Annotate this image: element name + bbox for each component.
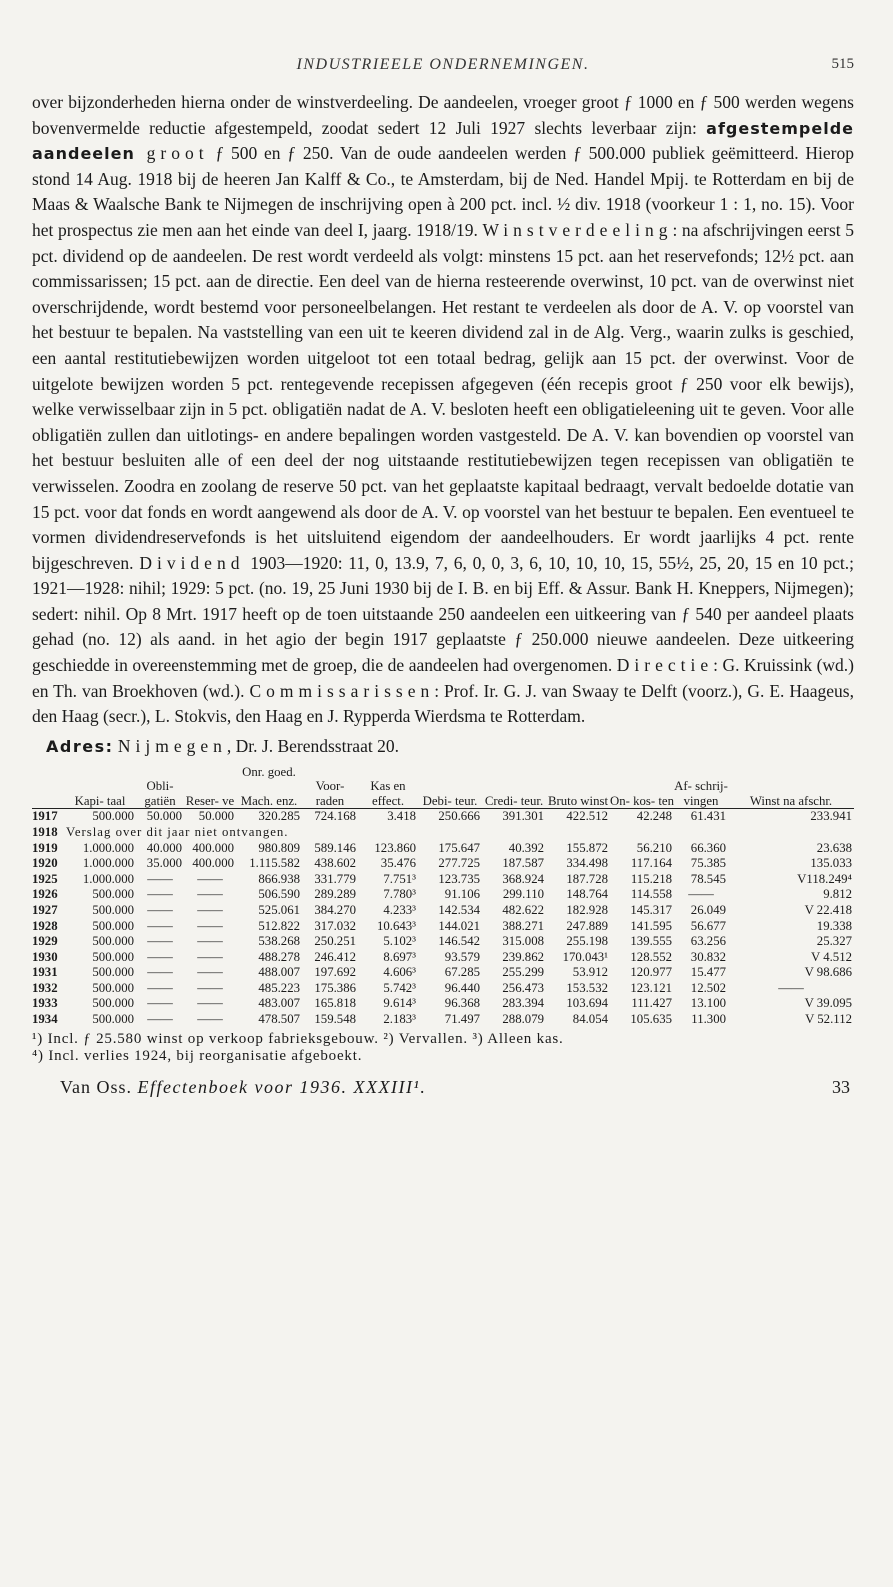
table-cell: 67.285 <box>444 965 480 980</box>
table-row <box>32 809 854 825</box>
table-cell: 135.033 <box>810 856 852 871</box>
table-cell: 56.210 <box>636 840 672 855</box>
table-cell: 478.507 <box>258 1012 300 1027</box>
description-paragraph <box>32 90 854 730</box>
table-row <box>32 996 854 1012</box>
table-cell: 368.924 <box>502 871 544 886</box>
table-cell: 438.602 <box>314 856 356 871</box>
table-cell: 175.386 <box>314 980 356 995</box>
section-label-dividend: Dividend <box>139 552 245 573</box>
table-cell: —— <box>147 949 173 964</box>
table-body <box>32 809 854 1028</box>
row-note: Verslag over dit jaar niet ontvangen. <box>66 824 289 839</box>
table-cell: 331.779 <box>314 871 356 886</box>
spaced-term: groot <box>134 143 209 164</box>
running-header <box>32 56 854 86</box>
row-year: 1919 <box>32 840 58 855</box>
table-row <box>32 919 854 935</box>
table-cell: 75.385 <box>690 856 726 871</box>
table-cell: 247.889 <box>566 918 608 933</box>
row-year: 1918 <box>32 824 58 839</box>
table-cell: —— <box>147 902 173 917</box>
table-cell: 500.000 <box>92 965 134 980</box>
table-cell: 78.545 <box>690 871 726 886</box>
table-cell: 25.327 <box>816 934 852 949</box>
footnote-line: ¹) Incl. ƒ 25.580 winst op verkoop fabrieksgebouw. ²) Vervallen. ³) Alleen kas. <box>32 1030 564 1047</box>
column-header: Obli- gatiën <box>144 779 176 808</box>
section-label-directie: Directie <box>616 655 714 676</box>
table-cell: —— <box>197 949 223 964</box>
table-cell: V 52.112 <box>805 1012 852 1027</box>
table-cell: —— <box>147 980 173 995</box>
table-cell: 239.862 <box>502 949 544 964</box>
table-cell: 4.606³ <box>383 965 416 980</box>
table-cell: 8.697³ <box>383 949 416 964</box>
table-cell: 400.000 <box>192 840 234 855</box>
text-part: : Prof. Ir. G. J. van Swaay te Delft (voorz.), G. E. Haageus, den Haag (secr.), L. Stokvis, den Haag en J. Rypperda Wierdsma te Rotterdam. <box>32 680 854 727</box>
table-cell: 66.360 <box>690 840 726 855</box>
table-row <box>32 872 854 888</box>
footnotes <box>32 1031 854 1065</box>
table-cell: 15.477 <box>690 965 726 980</box>
section-label-commissarissen: Commissarissen <box>249 680 435 701</box>
table-cell: 165.818 <box>314 996 356 1011</box>
table-cell: 56.677 <box>690 918 726 933</box>
table-cell: 500.000 <box>92 996 134 1011</box>
table-cell: 288.079 <box>502 1012 544 1027</box>
table-cell: 111.427 <box>631 996 672 1011</box>
table-cell: 40.000 <box>146 840 182 855</box>
table-cell: 61.431 <box>674 809 728 825</box>
table-row <box>32 825 854 841</box>
table-cell: —— <box>197 1012 223 1027</box>
table-cell: 500.000 <box>92 1012 134 1027</box>
table-cell: 148.764 <box>566 887 608 902</box>
table-cell: 299.110 <box>502 887 544 902</box>
table-cell: 256.473 <box>502 980 544 995</box>
running-title: INDUSTRIEELE ONDERNEMINGEN. <box>296 56 590 73</box>
table-cell: V118.249⁴ <box>797 871 852 886</box>
address-line <box>32 736 854 757</box>
page-number: 515 <box>831 56 854 72</box>
table-cell: —— <box>147 934 173 949</box>
column-header: Voor- raden <box>315 779 345 808</box>
row-year: 1926 <box>32 887 58 902</box>
table-cell: 255.198 <box>566 934 608 949</box>
table-cell: 980.809 <box>258 840 300 855</box>
table-cell: 1.000.000 <box>82 871 134 886</box>
table-cell: 1.000.000 <box>82 840 134 855</box>
table-row <box>32 1012 854 1028</box>
table-cell: 103.694 <box>566 996 608 1011</box>
table-cell: 1.115.582 <box>249 856 300 871</box>
address-label: Adres: <box>46 736 114 756</box>
table-cell: 488.007 <box>258 965 300 980</box>
column-header: Kas en effect. <box>370 779 406 808</box>
table-cell: 123.860 <box>374 840 416 855</box>
text-part: over bijzonderheden hierna onder de winstverdeeling. De aandeelen, vroeger groot ƒ 1000 en ƒ 500 werden wegens bovenvermelde reductie afgestempeld, zoodat sedert 12 Juli 1927 slechts leverbaar zijn: <box>32 92 854 138</box>
table-cell: 589.146 <box>314 840 356 855</box>
row-year: 1933 <box>32 996 58 1011</box>
table-cell: 485.223 <box>258 980 300 995</box>
table-cell: 187.728 <box>566 871 608 886</box>
table-row <box>32 887 854 903</box>
table-group-header-row <box>32 765 854 780</box>
table-cell: 500.000 <box>92 887 134 902</box>
table-cell: 155.872 <box>566 840 608 855</box>
table-cell: 23.638 <box>816 840 852 855</box>
footer-citation <box>60 1077 426 1098</box>
table-cell: 250.251 <box>314 934 356 949</box>
table-cell: 96.440 <box>444 980 480 995</box>
table-cell: 96.368 <box>444 996 480 1011</box>
table-cell: —— <box>147 887 173 902</box>
table-cell: 145.317 <box>630 902 672 917</box>
row-year: 1927 <box>32 902 58 917</box>
column-header: Winst na afschr. <box>749 793 833 808</box>
table-cell: 500.000 <box>92 918 134 933</box>
table-cell: 538.268 <box>258 934 300 949</box>
table-cell: 123.121 <box>630 980 672 995</box>
book-title: Effectenboek voor 1936. <box>137 1076 348 1097</box>
row-year: 1928 <box>32 918 58 933</box>
table-cell: —— <box>147 965 173 980</box>
column-header: Af- schrij- vingen <box>674 779 728 808</box>
column-header: Reser- ve <box>185 793 235 808</box>
table-cell: 117.164 <box>630 856 672 871</box>
volume-number: XXXIII¹. <box>347 1076 427 1097</box>
page-footer <box>32 1077 854 1101</box>
column-header: Debi- teur. <box>422 793 478 808</box>
table-cell: 50.000 <box>136 809 184 825</box>
table-cell: 53.912 <box>572 965 608 980</box>
table-cell: 391.301 <box>482 809 546 825</box>
table-cell: 483.007 <box>258 996 300 1011</box>
table-cell: 250.666 <box>418 809 482 825</box>
table-cell: 400.000 <box>192 856 234 871</box>
table-cell: 115.218 <box>630 871 672 886</box>
table-cell: 19.338 <box>816 918 852 933</box>
table-row <box>32 903 854 919</box>
table-cell: 84.054 <box>572 1012 608 1027</box>
table-cell: 7.751³ <box>383 871 416 886</box>
table-cell: —— <box>147 871 173 886</box>
table-cell: 105.635 <box>630 1012 672 1027</box>
row-year: 1931 <box>32 965 58 980</box>
table-cell: 146.542 <box>438 934 480 949</box>
table-cell: 384.270 <box>314 902 356 917</box>
row-year: 1929 <box>32 934 58 949</box>
table-cell: 283.394 <box>502 996 544 1011</box>
table-cell: 317.032 <box>314 918 356 933</box>
table-cell: 114.558 <box>630 887 672 902</box>
table-cell: —— <box>147 996 173 1011</box>
publisher-name: Van Oss. <box>60 1076 138 1097</box>
table-cell: 289.289 <box>314 887 356 902</box>
table-cell: 142.534 <box>438 902 480 917</box>
table-cell: —— <box>688 887 714 902</box>
address-street: , Dr. J. Berendsstraat 20. <box>226 735 399 756</box>
table-cell: 500.000 <box>92 980 134 995</box>
table-cell: 71.497 <box>444 1012 480 1027</box>
table-cell: 255.299 <box>502 965 544 980</box>
table-cell: —— <box>197 871 223 886</box>
text-part: 1903—1920: 11, 0, 13.9, 7, 6, 0, 0, 3, 6, 10, 10, 10, 15, 55½, 25, 20, 15 en 10 pct.; 1921—1928: nihil; 1929: 5 pct. (no. 19, 25 Juni 1930 bij de I. B. en bij Eff. & Assur. Bank H. Kneppers, Nijmegen); sedert: nihil. Op 8 Mrt. 1917 heeft op de toen uitstaande 250 aandeelen een uitkeering van ƒ 540 per aandeel plaats gehad (no. 12) als aand. in het agio der begin 1917 geplaatste ƒ 250.000 nieuwe aandeelen. Deze uitkeering geschiedde in overeenstemming met de groep, die de aandeelen had overgenomen. <box>32 552 854 676</box>
table-row <box>32 981 854 997</box>
text-part: : G. Kruissink (wd.) en Th. van Broekhoven (wd.). <box>32 655 854 701</box>
table-row <box>32 856 854 872</box>
table-cell: 866.938 <box>258 871 300 886</box>
table-cell: 139.555 <box>630 934 672 949</box>
table-cell: 13.100 <box>690 996 726 1011</box>
table-cell: 40.392 <box>508 840 544 855</box>
table-cell: 2.183³ <box>383 1012 416 1027</box>
table-cell: 246.412 <box>314 949 356 964</box>
table-cell: V 4.512 <box>810 949 852 964</box>
table-cell: 93.579 <box>444 949 480 964</box>
table-cell: 5.102³ <box>383 934 416 949</box>
table-header-row <box>32 779 854 809</box>
table-cell: 525.061 <box>258 902 300 917</box>
table-cell: 35.476 <box>380 856 416 871</box>
table-cell: 320.285 <box>236 809 302 825</box>
table-cell: 128.552 <box>630 949 672 964</box>
table-cell: 123.735 <box>438 871 480 886</box>
table-cell: 3.418 <box>358 809 418 825</box>
table-cell: —— <box>197 918 223 933</box>
table-cell: 1.000.000 <box>82 856 134 871</box>
table-cell: 315.008 <box>502 934 544 949</box>
table-cell: 120.977 <box>630 965 672 980</box>
column-header: Mach. enz. <box>240 793 298 808</box>
table-cell: —— <box>778 980 804 995</box>
table-cell: 141.595 <box>630 918 672 933</box>
table-cell: 144.021 <box>438 918 480 933</box>
row-year: 1917 <box>32 809 64 825</box>
column-header: Bruto winst <box>547 793 609 808</box>
table-cell: —— <box>197 902 223 917</box>
table-cell: 30.832 <box>690 949 726 964</box>
table-cell: —— <box>197 996 223 1011</box>
table-cell: 500.000 <box>92 934 134 949</box>
text-part: ƒ 500 en ƒ 250. Van de oude aandeelen werden ƒ 500.000 publiek geëmitteerd. Hierop stond 14 Aug. 1918 bij de heeren Jan Kalff & Co., te Amsterdam, bij de Ned. Handel Mpij. te Rotterdam en bij de Maas & Waalsche Bank te Nijmegen de inschrijving open à 200 pct. incl. ½ div. 1918 (voorkeur 1 : 1, no. 15). Voor het prospectus zie men aan het einde van deel I, jaarg. 1918/19. <box>32 143 854 240</box>
table-cell: 197.692 <box>314 965 356 980</box>
table-cell: —— <box>197 980 223 995</box>
table-cell: 233.941 <box>728 809 854 825</box>
table-row <box>32 934 854 950</box>
column-header: Kapi- taal <box>74 793 126 808</box>
table-cell: 91.106 <box>444 887 480 902</box>
table-cell: 488.278 <box>258 949 300 964</box>
table-cell: 50.000 <box>184 809 236 825</box>
table-cell: 512.822 <box>258 918 300 933</box>
table-cell: V 98.686 <box>804 965 852 980</box>
column-header: On- kos- ten <box>610 793 674 808</box>
table-cell: V 22.418 <box>804 902 852 917</box>
table-cell: 11.300 <box>691 1012 726 1027</box>
table-cell: 63.256 <box>690 934 726 949</box>
text-part: : na afschrijvingen eerst 5 pct. dividend op de aandeelen. De rest wordt verdeeld als volgt: minstens 15 pct. aan het reservefonds; 12½ pct. aan commissarissen; 15 pct. aan de directie. Een deel van de hierna resteerende overwinst, 10 pct. van de overwinst niet overschrijdende, wordt bestemd voor personeelbelangen. Het restant te verdeelen als door de A. V. op voorstel van het bestuur te bepalen. Na vaststelling van een uit te keeren dividend zal in de Alg. Verg., waarin zulks is geschied, een aantal restitutiebewijzen worden uitgeloot tot een totaal bedrag, gelijk aan 15 pct. der overwinst. Voor de uitgelote bewijzen worden 5 pct. rentegevende recepissen afgegeven (één recepis groot ƒ 250 voor elk bewijs), welke verwisselbaar zijn in 5 pct. obligatiën nadat de A. V. besloten heeft een obligatieleening uit te geven. Voor alle obligatiën zullen dan uitlotings- en andere bepalingen worden vastgesteld. De A. V. kan bovendien op voorstel van het bestuur besluiten alle of een deel der nog uitstaande restitutiebewijzen tegen recepissen van obligatiën te verwisselen. Zoodra en zoolang de reserve 50 pct. van het geplaatste kapitaal bedraagt, vervalt bedoelde dotatie van 15 pct. voor dat fonds en wordt aangewend als door de A. V. op voorstel van het bestuur te bepalen. Een eventueel te vormen dividendreservefonds is het uitsluitend eigendom der aandeelhouders. Er wordt jaarlijks 4 pct. rente bijgeschreven. <box>32 219 854 573</box>
section-label-winstverdeeling: Winstverdeeling <box>482 219 673 240</box>
table-cell: 35.000 <box>146 856 182 871</box>
table-cell: 182.928 <box>566 902 608 917</box>
table-cell: 187.587 <box>502 856 544 871</box>
group-header: Onr. goed. <box>242 764 296 779</box>
table-cell: 9.812 <box>823 887 852 902</box>
table-cell: 422.512 <box>546 809 610 825</box>
table-cell: 388.271 <box>502 918 544 933</box>
table-cell: 500.000 <box>92 902 134 917</box>
table-cell: 159.548 <box>314 1012 356 1027</box>
table-cell: 175.647 <box>438 840 480 855</box>
table-cell: 5.742³ <box>383 980 416 995</box>
table-cell: 334.498 <box>566 856 608 871</box>
table-row <box>32 965 854 981</box>
row-year: 1925 <box>32 871 58 886</box>
bold-term: afgestempelde aandeelen <box>32 118 854 164</box>
table-cell: 506.590 <box>258 887 300 902</box>
company-description <box>32 90 854 730</box>
row-year: 1930 <box>32 949 58 964</box>
table-cell: 277.725 <box>438 856 480 871</box>
table-cell: 10.643³ <box>376 918 416 933</box>
table-cell: —— <box>147 1012 173 1027</box>
table-cell: 9.614³ <box>383 996 416 1011</box>
financial-table <box>32 765 854 1028</box>
table-cell: 12.502 <box>690 980 726 995</box>
row-year: 1934 <box>32 1012 58 1027</box>
table-cell: —— <box>197 965 223 980</box>
column-header: Credi- teur. <box>484 793 544 808</box>
table-cell: 500.000 <box>64 809 136 825</box>
table-cell: 153.532 <box>566 980 608 995</box>
table-cell: 42.248 <box>610 809 674 825</box>
table-cell: —— <box>197 934 223 949</box>
footnote-line: ⁴) Incl. verlies 1924, bij reorganisatie afgeboekt. <box>32 1047 363 1064</box>
row-year: 1920 <box>32 856 58 871</box>
table-cell: 7.780³ <box>383 887 416 902</box>
address-city: Nijmegen <box>117 735 227 756</box>
table-cell: V 39.095 <box>804 996 852 1011</box>
row-year: 1932 <box>32 980 58 995</box>
table-row <box>32 841 854 857</box>
table-cell: 4.233³ <box>383 902 416 917</box>
footer-page-number: 33 <box>832 1076 850 1097</box>
table-cell: —— <box>147 918 173 933</box>
table-cell: 724.168 <box>302 809 358 825</box>
table-cell: 482.622 <box>502 902 544 917</box>
table-cell: 26.049 <box>690 902 726 917</box>
table-row <box>32 950 854 966</box>
table-cell: 500.000 <box>92 949 134 964</box>
table-cell: 170.043¹ <box>562 949 608 964</box>
page <box>32 56 854 1101</box>
table-cell: —— <box>197 887 223 902</box>
